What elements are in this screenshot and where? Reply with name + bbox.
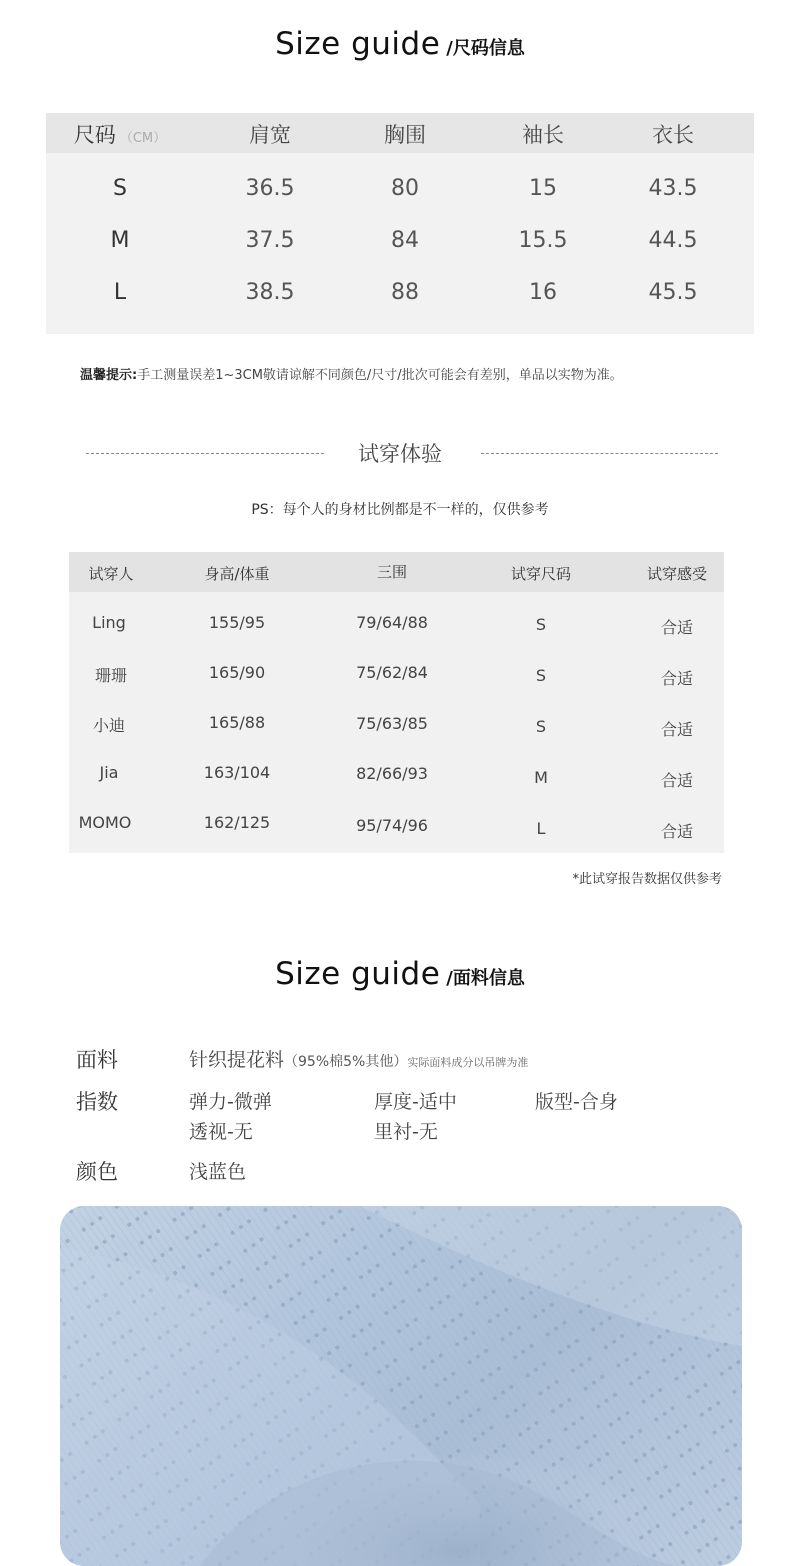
tryon-row-5-size: L — [536, 819, 546, 838]
size-header-shoulder: 肩宽 — [249, 123, 291, 147]
tryon-row-5-person: MOMO — [78, 813, 132, 832]
size-row-l-sleeve: 16 — [529, 280, 557, 305]
tryon-row-1-feeling: 合适 — [660, 618, 693, 637]
tryon-header-height-weight: 身高/体重 — [204, 565, 270, 583]
tryon-row-1-person: Ling — [92, 613, 126, 632]
tryon-row-4-person: Jia — [99, 763, 119, 782]
tryon-row-1-measurements: 79/64/88 — [356, 613, 428, 632]
tryon-table — [69, 552, 724, 853]
tryon-row-5-height-weight: 162/125 — [203, 813, 271, 832]
fabric-closeup-image — [60, 1206, 742, 1566]
tryon-row-1-height-weight: 155/95 — [208, 613, 266, 632]
fabric-guide-title-cn: /面料信息 — [446, 968, 525, 989]
size-row-s-chest: 80 — [391, 176, 419, 201]
index-fit: 版型-合身 — [535, 1091, 618, 1113]
tryon-row-4-height-weight: 163/104 — [203, 763, 271, 782]
size-guide-title-cn: /尺码信息 — [446, 38, 525, 59]
measurement-notice — [80, 364, 623, 383]
tryon-row-5-feeling: 合适 — [660, 822, 693, 841]
material-name: 针织提花料 — [189, 1049, 285, 1071]
size-row-m-sleeve: 15.5 — [518, 228, 568, 253]
size-row-l-chest: 88 — [391, 280, 419, 305]
size-guide-title-en: Size guide — [275, 26, 441, 62]
index-transparency: 透视-无 — [189, 1121, 253, 1143]
size-row-s-shoulder: 36.5 — [245, 176, 295, 201]
tryon-row-3-measurements: 75/63/85 — [356, 714, 428, 733]
size-row-l-shoulder: 38.5 — [245, 280, 295, 305]
size-guide-title — [0, 26, 800, 62]
tryon-row-3-size: S — [535, 717, 547, 736]
tryon-row-3-feeling: 合适 — [660, 720, 693, 739]
tryon-row-4-measurements: 82/66/93 — [356, 764, 428, 783]
size-row-m-chest: 84 — [391, 228, 419, 253]
tryon-row-2-height-weight: 165/90 — [208, 663, 266, 682]
size-header-size — [40, 119, 200, 149]
tryon-row-2-size: S — [535, 666, 547, 685]
fabric-guide-title — [0, 956, 800, 992]
tryon-header-size: 试穿尺码 — [510, 565, 571, 583]
tryon-row-1-size: S — [535, 615, 547, 634]
tryon-row-4-size: M — [534, 768, 548, 787]
fabric-guide-title-en: Size guide — [275, 956, 441, 992]
tryon-row-2-measurements: 75/62/84 — [356, 663, 428, 682]
size-row-l-length: 45.5 — [648, 280, 698, 305]
size-table — [46, 113, 754, 334]
divider-right — [481, 453, 718, 454]
size-row-s-size: S — [113, 176, 127, 201]
fabric-texture — [60, 1206, 742, 1566]
tryon-row-2-feeling: 合适 — [660, 669, 693, 688]
size-header-length: 衣长 — [652, 123, 694, 147]
tryon-header-measurements: 三围 — [376, 563, 407, 581]
index-elasticity: 弹力-微弹 — [189, 1091, 272, 1113]
color-label: 颜色 — [76, 1160, 118, 1184]
size-header-chest: 胸围 — [384, 123, 426, 147]
material-value — [189, 1045, 528, 1072]
size-row-m-size: M — [110, 228, 130, 253]
material-label: 面料 — [76, 1048, 118, 1072]
tryon-row-5-measurements: 95/74/96 — [356, 816, 428, 835]
material-composition: （95%棉5%其他） — [284, 1054, 408, 1070]
color-value: 浅蓝色 — [189, 1161, 247, 1183]
tryon-title: 试穿体验 — [358, 442, 442, 466]
notice-text: 手工测量误差1~3CM敬请谅解不同颜色/尺寸/批次可能会有差别，单品以实物为准。 — [137, 368, 623, 383]
tryon-header-feeling: 试穿感受 — [646, 565, 707, 583]
notice-label: 温馨提示: — [80, 368, 138, 383]
index-lining: 里衬-无 — [374, 1121, 438, 1143]
tryon-row-3-height-weight: 165/88 — [208, 713, 266, 732]
size-header-size-label: 尺码 — [73, 123, 116, 147]
size-row-s-sleeve: 15 — [529, 176, 557, 201]
tryon-footnote: *此试穿报告数据仅供参考 — [572, 872, 722, 887]
index-label: 指数 — [76, 1090, 118, 1114]
index-thickness: 厚度-适中 — [374, 1091, 457, 1113]
size-row-l-size: L — [113, 280, 127, 305]
material-note: 实际面料成分以吊牌为准 — [407, 1056, 529, 1069]
tryon-ps-note: PS：每个人的身材比例都是不一样的，仅供参考 — [251, 502, 549, 518]
tryon-header-person: 试穿人 — [88, 565, 134, 583]
tryon-row-2-person: 珊珊 — [94, 666, 127, 685]
size-row-s-length: 43.5 — [648, 176, 698, 201]
size-row-m-shoulder: 37.5 — [245, 228, 295, 253]
tryon-row-4-feeling: 合适 — [660, 771, 693, 790]
size-row-m-length: 44.5 — [648, 228, 698, 253]
size-header-sleeve: 袖长 — [522, 123, 564, 147]
tryon-row-3-person: 小迪 — [92, 716, 125, 735]
size-header-unit: （CM） — [119, 131, 167, 146]
